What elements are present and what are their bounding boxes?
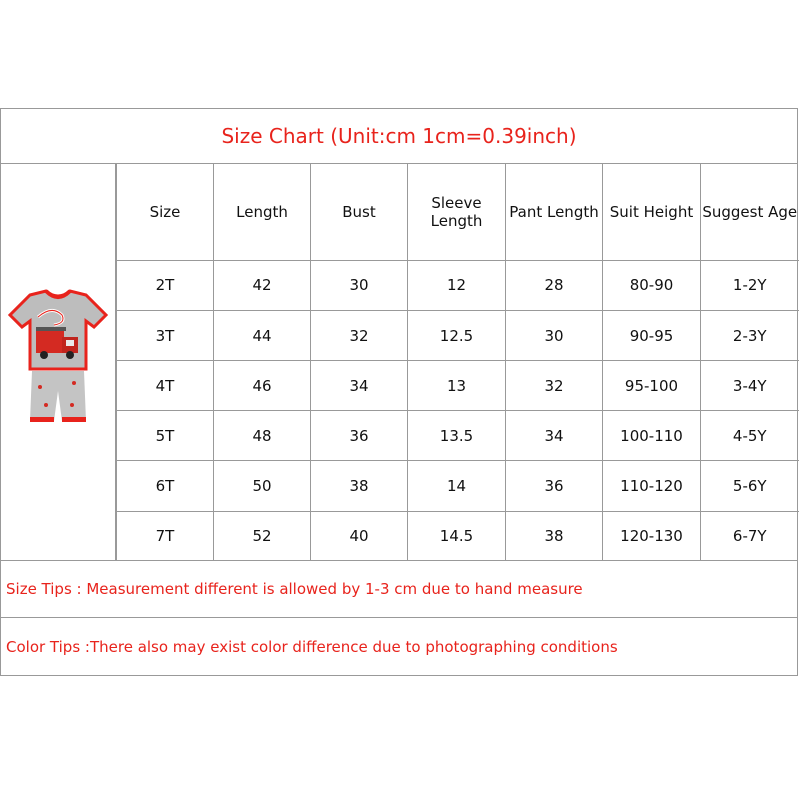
column-header-suggest-age: Suggest Age <box>701 164 799 260</box>
table-row <box>117 260 799 310</box>
table-cell: 6-7Y <box>701 511 799 560</box>
table-cell: 12.5 <box>408 311 506 361</box>
table-cell: 120-130 <box>603 511 701 560</box>
column-header-bust: Bust <box>311 164 408 260</box>
pajama-set-icon <box>6 287 110 437</box>
table-cell: 90-95 <box>603 311 701 361</box>
size-table <box>116 164 799 560</box>
product-image <box>0 164 116 560</box>
table-cell: 13.5 <box>408 411 506 461</box>
table-cell: 40 <box>311 511 408 560</box>
table-cell: 2T <box>117 260 214 310</box>
column-header-length: Length <box>214 164 311 260</box>
table-cell: 2-3Y <box>701 311 799 361</box>
table-cell: 28 <box>506 260 603 310</box>
column-header-pant-length: Pant Length <box>506 164 603 260</box>
table-cell: 5T <box>117 411 214 461</box>
table-cell: 34 <box>311 361 408 411</box>
color-tips: Color Tips :There also may exist color difference due to photographing conditions <box>0 617 798 676</box>
table-cell: 3T <box>117 311 214 361</box>
table-cell: 95-100 <box>603 361 701 411</box>
table-row <box>117 361 799 411</box>
table-cell: 36 <box>506 461 603 511</box>
chart-title: Size Chart (Unit:cm 1cm=0.39inch) <box>0 108 798 164</box>
size-tips: Size Tips : Measurement different is allowed by 1-3 cm due to hand measure <box>0 560 798 617</box>
table-cell: 50 <box>214 461 311 511</box>
column-header-sleeve-length: Sleeve Length <box>408 164 506 260</box>
table-cell: 13 <box>408 361 506 411</box>
table-cell: 12 <box>408 260 506 310</box>
table-cell: 44 <box>214 311 311 361</box>
table-header-row <box>117 164 799 260</box>
table-cell: 5-6Y <box>701 461 799 511</box>
table-cell: 4T <box>117 361 214 411</box>
table-row <box>117 311 799 361</box>
table-cell: 6T <box>117 461 214 511</box>
table-cell: 42 <box>214 260 311 310</box>
table-cell: 32 <box>506 361 603 411</box>
table-cell: 36 <box>311 411 408 461</box>
table-row <box>117 411 799 461</box>
table-cell: 52 <box>214 511 311 560</box>
table-cell: 32 <box>311 311 408 361</box>
table-cell: 30 <box>311 260 408 310</box>
table-cell: 30 <box>506 311 603 361</box>
table-cell: 100-110 <box>603 411 701 461</box>
table-cell: 7T <box>117 511 214 560</box>
table-cell: 34 <box>506 411 603 461</box>
table-row <box>117 461 799 511</box>
table-cell: 110-120 <box>603 461 701 511</box>
table-row <box>117 511 799 560</box>
table-cell: 4-5Y <box>701 411 799 461</box>
table-cell: 14.5 <box>408 511 506 560</box>
table-cell: 48 <box>214 411 311 461</box>
table-cell: 38 <box>311 461 408 511</box>
table-cell: 1-2Y <box>701 260 799 310</box>
table-cell: 38 <box>506 511 603 560</box>
table-cell: 80-90 <box>603 260 701 310</box>
table-cell: 3-4Y <box>701 361 799 411</box>
table-cell: 14 <box>408 461 506 511</box>
column-header-size: Size <box>117 164 214 260</box>
table-cell: 46 <box>214 361 311 411</box>
column-header-suit-height: Suit Height <box>603 164 701 260</box>
